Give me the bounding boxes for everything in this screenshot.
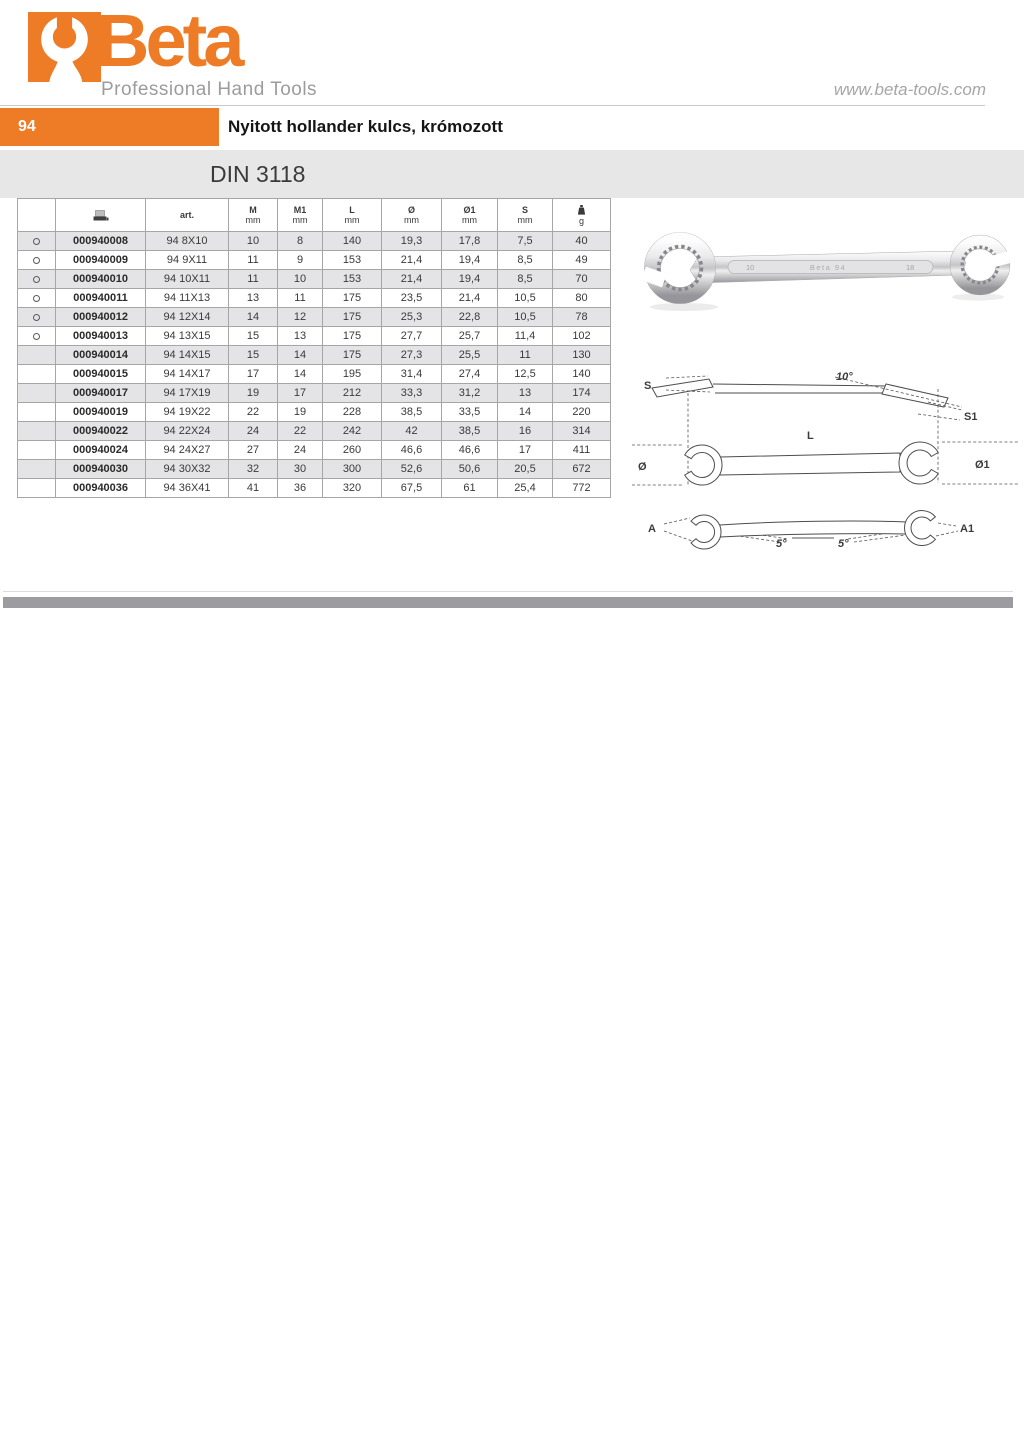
weight-cell: 130 <box>553 346 611 365</box>
l-cell: 140 <box>323 232 382 251</box>
article-cell: 94 36X41 <box>146 479 229 498</box>
l-cell: 260 <box>323 441 382 460</box>
l-cell: 153 <box>323 251 382 270</box>
l-cell: 300 <box>323 460 382 479</box>
dia1-cell: 46,6 <box>442 441 498 460</box>
l-cell: 212 <box>323 384 382 403</box>
dia-cell: 27,3 <box>382 346 442 365</box>
product-code-cell: 000940011 <box>56 289 146 308</box>
article-cell: 94 19X22 <box>146 403 229 422</box>
article-column-header: art. <box>146 199 229 232</box>
dia1-cell: 31,2 <box>442 384 498 403</box>
s-cell: 10,5 <box>498 308 553 327</box>
family-number: 94 <box>18 118 36 135</box>
dia-cell: 67,5 <box>382 479 442 498</box>
table-row <box>18 479 611 498</box>
s-cell: 8,5 <box>498 270 553 289</box>
m1-cell: 19 <box>278 403 323 422</box>
s-cell: 17 <box>498 441 553 460</box>
l-cell: 175 <box>323 289 382 308</box>
table-row <box>18 289 611 308</box>
availability-marker-cell <box>18 365 56 384</box>
s-cell: 11 <box>498 346 553 365</box>
m1-cell: 24 <box>278 441 323 460</box>
article-cell: 94 13X15 <box>146 327 229 346</box>
weight-cell: 102 <box>553 327 611 346</box>
article-cell: 94 11X13 <box>146 289 229 308</box>
l-cell: 153 <box>323 270 382 289</box>
circle-icon <box>33 295 40 302</box>
dia1-cell: 33,5 <box>442 403 498 422</box>
footer-bar <box>3 597 1013 608</box>
m1-cell: 14 <box>278 346 323 365</box>
m-cell: 32 <box>229 460 278 479</box>
s-cell: 25,4 <box>498 479 553 498</box>
dia-cell: 27,7 <box>382 327 442 346</box>
availability-marker-cell <box>18 289 56 308</box>
wrench-top-view-drawing <box>630 498 1022 570</box>
m-cell: 19 <box>229 384 278 403</box>
dia1-cell: 61 <box>442 479 498 498</box>
availability-marker-cell <box>18 251 56 270</box>
circle-icon <box>33 314 40 321</box>
circle-icon <box>33 238 40 245</box>
product-code-cell: 000940022 <box>56 422 146 441</box>
dim-label-l: L <box>807 430 814 442</box>
beta-logo-mark <box>28 12 101 82</box>
l-cell: 195 <box>323 365 382 384</box>
m-cell: 11 <box>229 270 278 289</box>
product-code-cell: 000940019 <box>56 403 146 422</box>
s-cell: 16 <box>498 422 553 441</box>
s-cell: 11,4 <box>498 327 553 346</box>
product-code-cell: 000940009 <box>56 251 146 270</box>
product-code-cell: 000940017 <box>56 384 146 403</box>
dia1-cell: 22,8 <box>442 308 498 327</box>
availability-marker-cell <box>18 270 56 289</box>
m1-cell: 9 <box>278 251 323 270</box>
circle-icon <box>33 333 40 340</box>
product-code-cell: 000940013 <box>56 327 146 346</box>
table-row <box>18 384 611 403</box>
weight-column-header: g <box>553 199 611 232</box>
dia1-cell: 25,7 <box>442 327 498 346</box>
availability-marker-cell <box>18 308 56 327</box>
weight-cell: 772 <box>553 479 611 498</box>
product-code-icon <box>93 210 109 221</box>
m-cell: 27 <box>229 441 278 460</box>
l-cell: 228 <box>323 403 382 422</box>
footer-rule <box>3 591 1013 592</box>
marker-column-header <box>18 199 56 232</box>
product-code-cell: 000940036 <box>56 479 146 498</box>
weight-cell: 411 <box>553 441 611 460</box>
dia1-cell: 38,5 <box>442 422 498 441</box>
dia1-cell: 17,8 <box>442 232 498 251</box>
availability-marker-cell <box>18 232 56 251</box>
table-row <box>18 441 611 460</box>
table-row <box>18 232 611 251</box>
table-row <box>18 327 611 346</box>
brand-wordmark: Beta <box>96 0 241 82</box>
family-number-bar <box>0 108 219 146</box>
article-cell: 94 17X19 <box>146 384 229 403</box>
dia-cell: 21,4 <box>382 270 442 289</box>
product-code-cell: 000940030 <box>56 460 146 479</box>
size-stamp-left: 10 <box>746 263 755 272</box>
table-row <box>18 251 611 270</box>
m-cell: 24 <box>229 422 278 441</box>
availability-marker-cell <box>18 460 56 479</box>
weight-cell: 314 <box>553 422 611 441</box>
dia1-cell: 25,5 <box>442 346 498 365</box>
s-cell: 14 <box>498 403 553 422</box>
brand-website: www.beta-tools.com <box>833 80 986 99</box>
dia-cell: 21,4 <box>382 251 442 270</box>
dia-cell: 19,3 <box>382 232 442 251</box>
m-cell: 11 <box>229 251 278 270</box>
availability-marker-cell <box>18 479 56 498</box>
dia-cell: 23,5 <box>382 289 442 308</box>
article-cell: 94 14X17 <box>146 365 229 384</box>
dim-label-10deg: 10° <box>836 371 853 383</box>
l-cell: 242 <box>323 422 382 441</box>
dimension-diagram <box>630 363 1022 495</box>
m1-cell: 8 <box>278 232 323 251</box>
m1-cell: 12 <box>278 308 323 327</box>
offset-angle-diagram <box>630 498 1022 570</box>
spec-table-body <box>18 232 611 498</box>
m-cell: 13 <box>229 289 278 308</box>
product-code-cell: 000940012 <box>56 308 146 327</box>
availability-marker-cell <box>18 422 56 441</box>
dia-cell: 42 <box>382 422 442 441</box>
spec-table <box>17 198 611 498</box>
dia1-cell: 21,4 <box>442 289 498 308</box>
table-row <box>18 270 611 289</box>
dim-label-a: A <box>648 523 656 535</box>
column-header-m: M mm <box>229 199 278 232</box>
dia-cell: 38,5 <box>382 403 442 422</box>
weight-cell: 49 <box>553 251 611 270</box>
dia-cell: 33,3 <box>382 384 442 403</box>
s-cell: 13 <box>498 384 553 403</box>
table-row <box>18 365 611 384</box>
header-divider <box>0 105 985 106</box>
brand-stamp: Beta 94 <box>809 263 847 272</box>
article-cell: 94 14X15 <box>146 346 229 365</box>
availability-marker-cell <box>18 384 56 403</box>
m-cell: 15 <box>229 327 278 346</box>
m-cell: 10 <box>229 232 278 251</box>
dim-label-a1: A1 <box>960 523 975 535</box>
s-cell: 20,5 <box>498 460 553 479</box>
l-cell: 175 <box>323 346 382 365</box>
weight-icon <box>577 205 586 215</box>
dim-label-dia: Ø <box>638 461 647 473</box>
s-cell: 10,5 <box>498 289 553 308</box>
dim-label-s1: S1 <box>964 411 978 423</box>
m-cell: 15 <box>229 346 278 365</box>
column-header-l: L mm <box>323 199 382 232</box>
weight-cell: 80 <box>553 289 611 308</box>
page-title: Nyitott hollander kulcs, krómozott <box>228 117 503 136</box>
article-cell: 94 10X11 <box>146 270 229 289</box>
column-header-m1: M1 mm <box>278 199 323 232</box>
l-cell: 175 <box>323 327 382 346</box>
m-cell: 41 <box>229 479 278 498</box>
article-cell: 94 24X27 <box>146 441 229 460</box>
open-end-wrench-icon <box>28 12 101 82</box>
availability-marker-cell <box>18 403 56 422</box>
m1-cell: 22 <box>278 422 323 441</box>
availability-marker-cell <box>18 441 56 460</box>
product-code-cell: 000940014 <box>56 346 146 365</box>
s-cell: 8,5 <box>498 251 553 270</box>
table-row <box>18 460 611 479</box>
m-cell: 22 <box>229 403 278 422</box>
weight-cell: 78 <box>553 308 611 327</box>
m1-cell: 30 <box>278 460 323 479</box>
product-code-cell: 000940010 <box>56 270 146 289</box>
brand-tagline: Professional Hand Tools <box>101 79 318 100</box>
article-cell: 94 12X14 <box>146 308 229 327</box>
standard-band <box>0 150 1024 198</box>
m1-cell: 17 <box>278 384 323 403</box>
dim-label-5deg-right: 5° <box>838 538 849 550</box>
m1-cell: 11 <box>278 289 323 308</box>
dia1-cell: 27,4 <box>442 365 498 384</box>
dia-cell: 46,6 <box>382 441 442 460</box>
article-cell: 94 8X10 <box>146 232 229 251</box>
weight-cell: 140 <box>553 365 611 384</box>
circle-icon <box>33 276 40 283</box>
column-header-dia: Ø mm <box>382 199 442 232</box>
wrench-dimension-drawing <box>630 363 1022 495</box>
product-code-column-header <box>56 199 146 232</box>
table-row <box>18 346 611 365</box>
dim-label-s: S <box>644 380 652 392</box>
article-cell: 94 22X24 <box>146 422 229 441</box>
weight-cell: 220 <box>553 403 611 422</box>
product-code-cell: 000940008 <box>56 232 146 251</box>
m-cell: 17 <box>229 365 278 384</box>
table-row <box>18 403 611 422</box>
standard-label: DIN 3118 <box>210 161 306 187</box>
m1-cell: 36 <box>278 479 323 498</box>
dia1-cell: 19,4 <box>442 251 498 270</box>
product-code-cell: 000940024 <box>56 441 146 460</box>
flare-nut-wrench-photo <box>628 218 1023 318</box>
table-row <box>18 422 611 441</box>
dia1-cell: 50,6 <box>442 460 498 479</box>
dia1-cell: 19,4 <box>442 270 498 289</box>
availability-marker-cell <box>18 327 56 346</box>
s-cell: 7,5 <box>498 232 553 251</box>
product-photo <box>628 218 1023 318</box>
column-header-s: S mm <box>498 199 553 232</box>
m1-cell: 10 <box>278 270 323 289</box>
circle-icon <box>33 257 40 264</box>
size-stamp-right: 18 <box>906 263 915 272</box>
l-cell: 320 <box>323 479 382 498</box>
weight-cell: 70 <box>553 270 611 289</box>
article-cell: 94 9X11 <box>146 251 229 270</box>
availability-marker-cell <box>18 346 56 365</box>
s-cell: 12,5 <box>498 365 553 384</box>
m-cell: 14 <box>229 308 278 327</box>
table-row <box>18 308 611 327</box>
dim-label-5deg-left: 5° <box>776 538 787 550</box>
weight-cell: 40 <box>553 232 611 251</box>
table-header-row <box>18 199 611 232</box>
l-cell: 175 <box>323 308 382 327</box>
weight-cell: 174 <box>553 384 611 403</box>
dia-cell: 25,3 <box>382 308 442 327</box>
article-cell: 94 30X32 <box>146 460 229 479</box>
product-code-cell: 000940015 <box>56 365 146 384</box>
column-header-dia1: Ø1 mm <box>442 199 498 232</box>
m1-cell: 13 <box>278 327 323 346</box>
weight-cell: 672 <box>553 460 611 479</box>
dia-cell: 31,4 <box>382 365 442 384</box>
m1-cell: 14 <box>278 365 323 384</box>
dia-cell: 52,6 <box>382 460 442 479</box>
dim-label-dia1: Ø1 <box>975 459 990 471</box>
